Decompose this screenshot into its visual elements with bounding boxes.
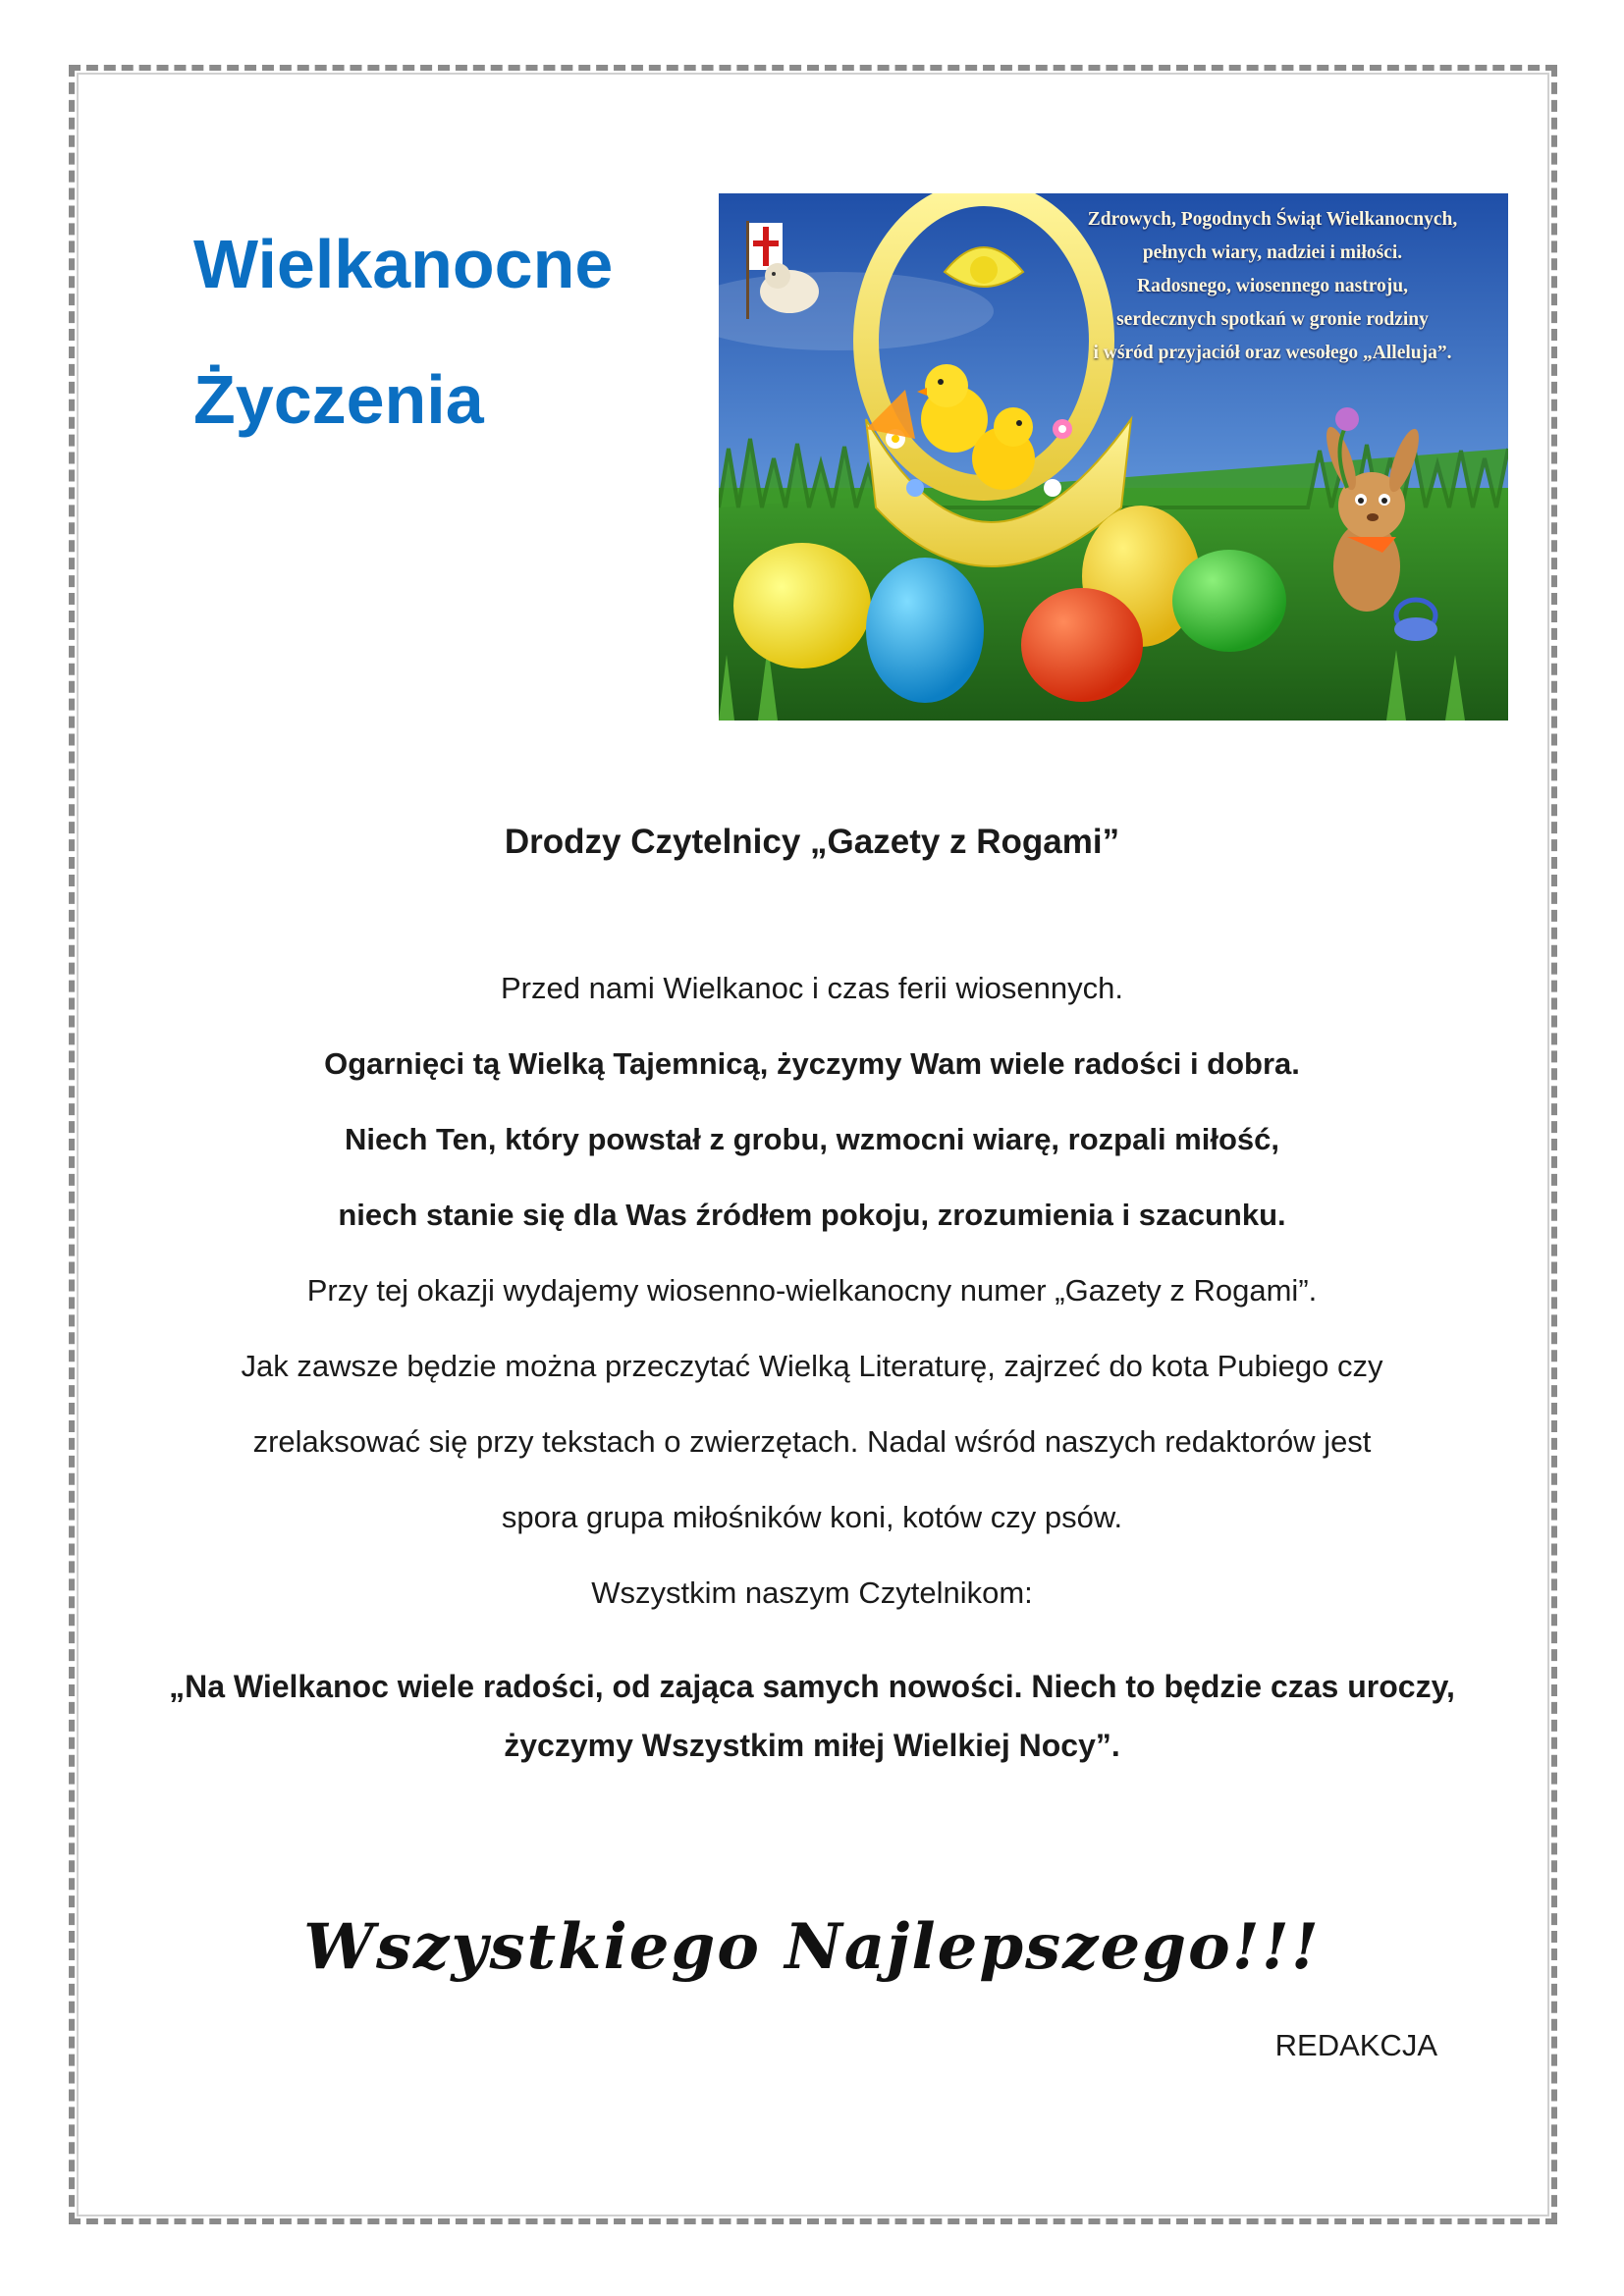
- overlay-line: serdecznych spotkań w gronie rodziny: [1116, 309, 1429, 330]
- body-line: Ogarnięci tą Wielką Tajemnicą, życzymy Wam wiele radości i dobra.: [324, 1046, 1300, 1081]
- body-line: Wszystkim naszym Czytelnikom:: [591, 1575, 1033, 1610]
- body-line: Przy tej okazji wydajemy wiosenno-wielkanocny numer „Gazety z Rogami”.: [306, 1273, 1318, 1308]
- closing-wishes: Wszystkiego Najlepszego!!!: [303, 1910, 1321, 1984]
- readers-greeting-heading: Drodzy Czytelnicy „Gazety z Rogami”: [504, 823, 1120, 861]
- body-line: niech stanie się dla Was źródłem pokoju, zrozumienia i szacunku.: [338, 1198, 1286, 1232]
- overlay-line: Radosnego, wiosennego nastroju,: [1137, 276, 1408, 296]
- signature: REDAKCJA: [1274, 2028, 1437, 2062]
- easter-illustration: [719, 193, 1508, 721]
- title-line-2: Życzenia: [193, 361, 484, 438]
- body-line: Niech Ten, który powstał z grobu, wzmocni wiarę, rozpali miłość,: [345, 1122, 1279, 1156]
- title-line-1: Wielkanocne: [193, 226, 614, 302]
- body-text: [118, 967, 1506, 1647]
- greeting-overlay-text: [1051, 203, 1494, 370]
- overlay-line: pełnych wiary, nadziei i miłości.: [1142, 242, 1403, 263]
- body-line: zrelaksować się przy tekstach o zwierzętach. Nadal wśród naszych redaktorów jest: [252, 1424, 1372, 1459]
- body-line: Przed nami Wielkanoc i czas ferii wiosennych.: [500, 971, 1124, 1005]
- easter-quote: „Na Wielkanoc wiele radości, od zająca samych nowości. Niech to będzie czas uroczy, życzymy Wszystkim miłej Wielkiej Nocy”.: [169, 1669, 1455, 1763]
- overlay-line: i wśród przyjaciół oraz wesołego „Alleluja”.: [1093, 343, 1452, 363]
- body-line: Jak zawsze będzie można przeczytać Wielką Literaturę, zajrzeć do kota Pubiego czy: [241, 1349, 1383, 1383]
- page-title: [193, 196, 613, 467]
- body-line: spora grupa miłośników koni, kotów czy psów.: [501, 1500, 1123, 1534]
- overlay-line: Zdrowych, Pogodnych Świąt Wielkanocnych,: [1087, 209, 1458, 230]
